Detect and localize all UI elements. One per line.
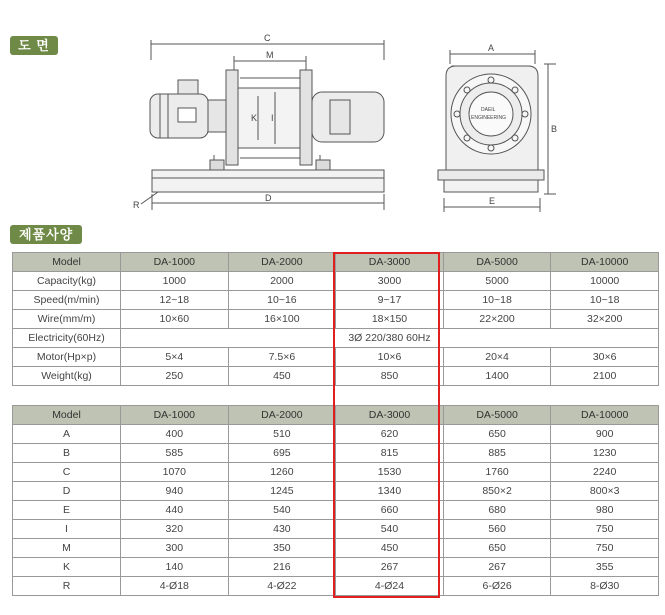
table-cell: 940 <box>121 482 229 501</box>
table-cell: 620 <box>336 425 444 444</box>
table-cell: 1530 <box>336 463 444 482</box>
header-cell: DA-10000 <box>551 406 659 425</box>
table-cell: 750 <box>551 539 659 558</box>
dim-label-a: A <box>488 43 495 53</box>
dim-label-i: I <box>271 113 274 123</box>
table-cell: 750 <box>551 520 659 539</box>
table-cell: 4-Ø24 <box>336 577 444 596</box>
dim-label-d: D <box>265 193 272 203</box>
header-cell: DA-5000 <box>443 406 551 425</box>
row-label: K <box>13 558 121 577</box>
header-cell: DA-10000 <box>551 253 659 272</box>
dim-label-e: E <box>489 196 496 206</box>
dim-label-b: B <box>551 124 558 134</box>
table-cell: 9~17 <box>336 291 444 310</box>
table-cell: 540 <box>228 501 336 520</box>
table-cell: 2100 <box>551 367 659 386</box>
table-cell: 250 <box>121 367 229 386</box>
header-cell: DA-1000 <box>121 253 229 272</box>
table-cell: 5×4 <box>121 348 229 367</box>
table-cell: 850×2 <box>443 482 551 501</box>
table-cell: 660 <box>336 501 444 520</box>
dim-label-r: R <box>133 200 140 210</box>
header-cell: Model <box>13 253 121 272</box>
table-cell: 10~18 <box>551 291 659 310</box>
table-cell: 680 <box>443 501 551 520</box>
table-cell: 540 <box>336 520 444 539</box>
table-cell: 300 <box>121 539 229 558</box>
header-cell: DA-1000 <box>121 406 229 425</box>
table-row <box>13 444 659 463</box>
logo-text-line1: DAEIL <box>481 107 496 113</box>
header-cell: DA-3000 <box>336 253 444 272</box>
table-row <box>13 272 659 291</box>
table-row <box>13 539 659 558</box>
table-cell: 320 <box>121 520 229 539</box>
table-cell: 585 <box>121 444 229 463</box>
table-cell: 450 <box>228 367 336 386</box>
table-cell: 8-Ø30 <box>551 577 659 596</box>
table-cell: 10~16 <box>228 291 336 310</box>
table-row <box>13 348 659 367</box>
table-cell: 4-Ø18 <box>121 577 229 596</box>
row-label: Motor(Hp×p) <box>13 348 121 367</box>
dim-label-k: K <box>251 113 258 123</box>
table-cell: 2000 <box>228 272 336 291</box>
header-cell: DA-5000 <box>443 253 551 272</box>
table-cell: 30×6 <box>551 348 659 367</box>
table-row <box>13 425 659 444</box>
table-cell: 3000 <box>336 272 444 291</box>
table-row <box>13 310 659 329</box>
table-cell: 650 <box>443 425 551 444</box>
table-cell: 22×200 <box>443 310 551 329</box>
table-cell: 1340 <box>336 482 444 501</box>
table-cell: 885 <box>443 444 551 463</box>
table-cell: 560 <box>443 520 551 539</box>
row-label: D <box>13 482 121 501</box>
table-cell: 10000 <box>551 272 659 291</box>
table-cell: 16×100 <box>228 310 336 329</box>
table-row <box>13 291 659 310</box>
table-cell: 650 <box>443 539 551 558</box>
table-cell: 267 <box>443 558 551 577</box>
table-cell: 900 <box>551 425 659 444</box>
row-label: M <box>13 539 121 558</box>
table-row-electricity <box>13 329 659 348</box>
table-cell: 350 <box>228 539 336 558</box>
table-cell: 32×200 <box>551 310 659 329</box>
row-label: C <box>13 463 121 482</box>
table-cell: 5000 <box>443 272 551 291</box>
table-cell: 140 <box>121 558 229 577</box>
table-cell: 1260 <box>228 463 336 482</box>
table-cell: 2240 <box>551 463 659 482</box>
table-cell: 440 <box>121 501 229 520</box>
table-cell: 18×150 <box>336 310 444 329</box>
row-label: Capacity(kg) <box>13 272 121 291</box>
row-label: Weight(kg) <box>13 367 121 386</box>
header-cell: Model <box>13 406 121 425</box>
table-row <box>13 558 659 577</box>
table-row <box>13 501 659 520</box>
table-header-row <box>13 253 659 272</box>
winch-technical-drawing <box>0 0 665 225</box>
table-cell: 10~18 <box>443 291 551 310</box>
table-cell: 800×3 <box>551 482 659 501</box>
table-cell: 510 <box>228 425 336 444</box>
electricity-value: 3Ø 220/380 60Hz <box>121 329 659 348</box>
logo-text-line2: ENGINEERING <box>471 115 507 121</box>
table-cell: 430 <box>228 520 336 539</box>
dim-label-m: M <box>266 50 274 60</box>
row-label: A <box>13 425 121 444</box>
table-cell: 4-Ø22 <box>228 577 336 596</box>
table-cell: 695 <box>228 444 336 463</box>
table-cell: 850 <box>336 367 444 386</box>
table-cell: 1070 <box>121 463 229 482</box>
table-cell: 20×4 <box>443 348 551 367</box>
header-cell: DA-2000 <box>228 406 336 425</box>
table-cell: 216 <box>228 558 336 577</box>
table-cell: 355 <box>551 558 659 577</box>
row-label: Electricity(60Hz) <box>13 329 121 348</box>
table-row <box>13 463 659 482</box>
row-label: I <box>13 520 121 539</box>
row-label: B <box>13 444 121 463</box>
row-label: Speed(m/min) <box>13 291 121 310</box>
table-row <box>13 367 659 386</box>
table-cell: 980 <box>551 501 659 520</box>
spec-table-dimensions <box>12 405 659 596</box>
header-cell: DA-3000 <box>336 406 444 425</box>
table-cell: 815 <box>336 444 444 463</box>
table-header-row <box>13 406 659 425</box>
table-cell: 12~18 <box>121 291 229 310</box>
table-cell: 7.5×6 <box>228 348 336 367</box>
dim-label-c: C <box>264 33 271 43</box>
table-cell: 1400 <box>443 367 551 386</box>
header-cell: DA-2000 <box>228 253 336 272</box>
table-cell: 1000 <box>121 272 229 291</box>
table-cell: 1230 <box>551 444 659 463</box>
table-cell: 1760 <box>443 463 551 482</box>
table-row <box>13 520 659 539</box>
table-cell: 450 <box>336 539 444 558</box>
spec-table-general <box>12 252 659 386</box>
row-label: Wire(mm/m) <box>13 310 121 329</box>
table-cell: 6-Ø26 <box>443 577 551 596</box>
row-label: R <box>13 577 121 596</box>
table-cell: 1245 <box>228 482 336 501</box>
table-cell: 400 <box>121 425 229 444</box>
table-cell: 10×60 <box>121 310 229 329</box>
spec-section-tag: 제품사양 <box>10 225 82 244</box>
table-row <box>13 577 659 596</box>
table-cell: 267 <box>336 558 444 577</box>
drawing-section-tag: 도 면 <box>10 36 58 55</box>
table-cell: 10×6 <box>336 348 444 367</box>
table-row <box>13 482 659 501</box>
row-label: E <box>13 501 121 520</box>
